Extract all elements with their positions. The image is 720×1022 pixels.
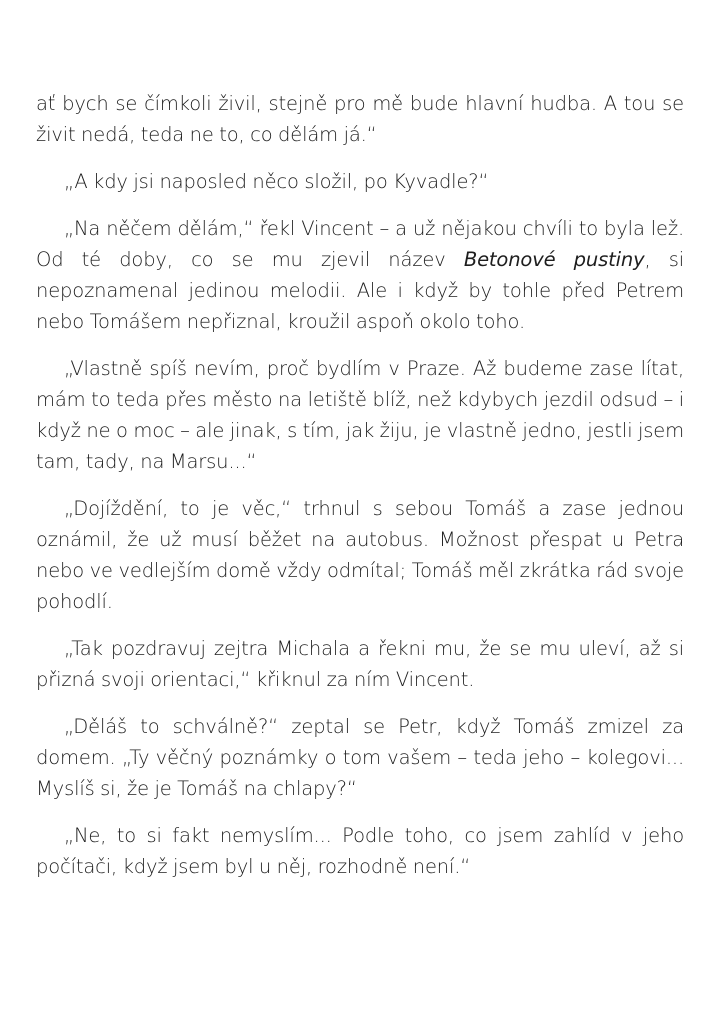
paragraph-text: , si nepoznamenal jedinou melodii. Ale i když by tohle před Petrem nebo Tomášem nepřiznal, kroužil aspoň okolo toho. <box>36 248 685 333</box>
paragraph-petr-question: „Děláš to schválně?“ zeptal se Petr, když Tomáš zmizel za domem. „Ty věčný poznámky o tom vašem – teda jeho – kolegovi... Myslíš si, že je Tomáš na chlapy?“ <box>36 715 684 800</box>
paragraph-prague: „Vlastně spíš nevím, proč bydlím v Praze. Až budeme zase lítat, mám to teda přes město na letiště blíž, než kdybych jezdil odsud – i když ne o moc – ale jinak, s tím, jak žiju, je vlastně jedno, jestli jsem tam, tady, na Marsu...“ <box>36 357 684 473</box>
paragraph-final-answer: „Ne, to si fakt nemyslím... Podle toho, co jsem zahlíd v jeho počítači, když jsem byl u něj, rozhodně není.“ <box>36 824 684 878</box>
paragraph-greetings: „Tak pozdravuj zejtra Michala a řekni mu, že se mu uleví, až si přizná svoji orientaci,“ křiknul za ním Vincent. <box>36 637 684 691</box>
paragraph-text: „Na něčem dělám,“ řekl Vincent – a už nějakou chvíli to byla lež. Od té doby, co se mu zjevil název <box>36 217 684 271</box>
paragraph-commuting: „Dojíždění, to je věc,“ trhnul s sebou Tomáš a zase jednou oznámil, že už musí běžet na autobus. Možnost přespat u Petra nebo ve vedlejším domě vždy odmítal; Tomáš měl zkrátka rád svoje pohodlí. <box>36 497 684 613</box>
book-title-italic: Betonové pustiny <box>463 248 645 271</box>
paragraph-continuation: ať bych se čímkoli živil, stejně pro mě bude hlavní hudba. A tou se živit nedá, teda ne to, co dělám já.“ <box>36 92 684 146</box>
paragraph-question-kyvadlo: „A kdy jsi naposled něco složil, po Kyvadle?“ <box>64 170 489 193</box>
paragraph-vincent-answer <box>36 213 684 337</box>
book-page <box>36 88 684 898</box>
